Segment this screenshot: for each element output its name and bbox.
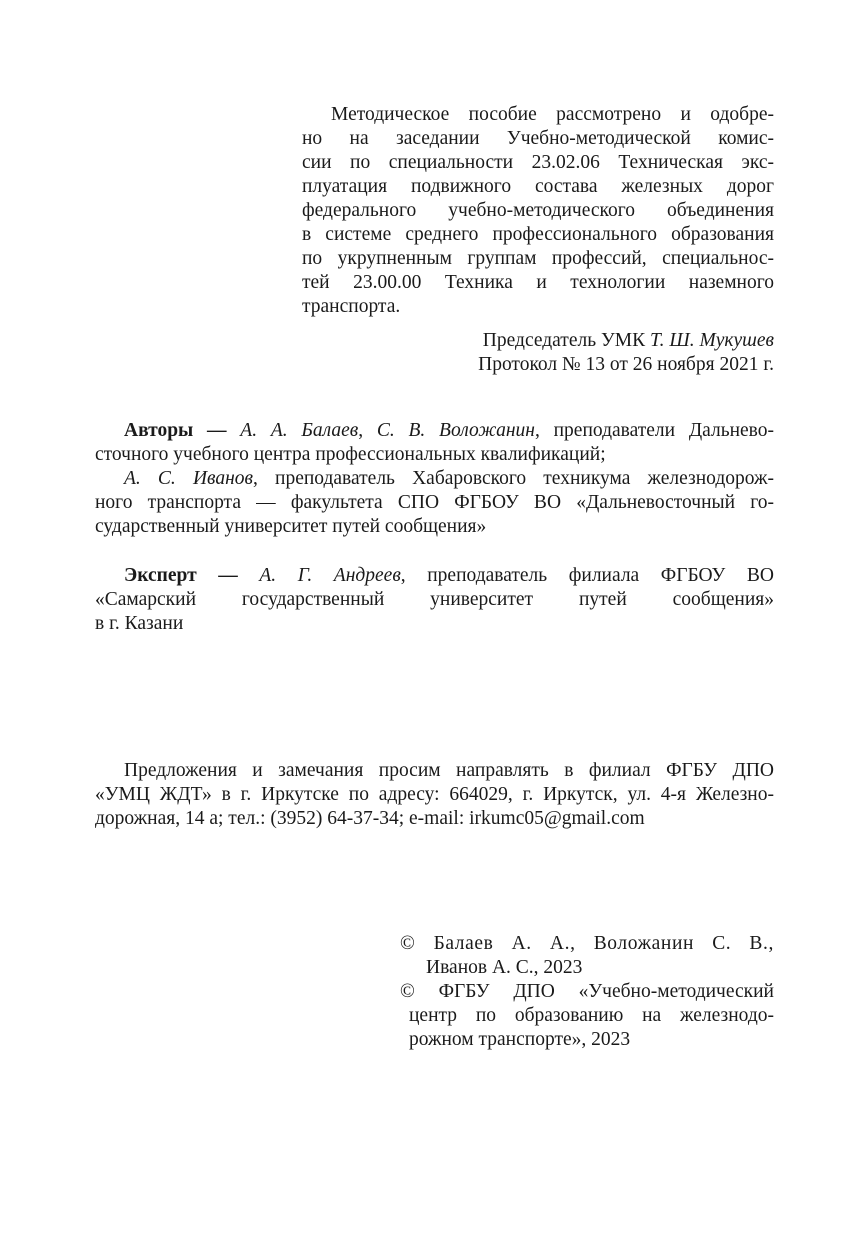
authors-line	[124, 419, 774, 443]
authors-line: ного транспорта — факультета СПО ФГБОУ ВО «Дальневосточный го-	[95, 492, 774, 513]
authors-paragraph	[95, 419, 774, 539]
approval-line: тей 23.00.00 Техника и технологии наземного	[302, 272, 774, 293]
approval-line: но на заседании Учебно-методической комис-	[302, 128, 774, 149]
expert-line: «Самарский государственный университет путей сообщения»	[95, 589, 774, 610]
copyright-line: Иванов А. С., 2023	[426, 957, 583, 978]
suggestions-line: «УМЦ ЖДТ» в г. Иркутске по адресу: 664029, г. Иркутск, ул. 4-я Железно-	[95, 784, 774, 805]
authors-line: сточного учебного центра профессиональных квалификаций;	[95, 444, 606, 465]
expert-line: в г. Казани	[95, 613, 184, 634]
approval-paragraph	[302, 103, 774, 319]
approval-line: плуатация подвижного состава железных дорог	[302, 176, 774, 197]
authors-label: Авторы —	[124, 420, 241, 441]
chairman-name: Т. Ш. Мукушев	[650, 330, 774, 351]
copyright-block	[400, 932, 774, 1052]
expert-paragraph	[95, 564, 774, 636]
authors-text: , преподаватель Хабаровского техникума железнодорож-	[253, 468, 774, 489]
approval-line: федерального учебно-методического объединения	[302, 200, 774, 221]
protocol-line: Протокол № 13 от 26 ноября 2021 г.	[478, 354, 774, 375]
suggestions-paragraph	[95, 759, 774, 831]
copyright-line: © ФГБУ ДПО «Учебно-методический	[400, 981, 774, 1002]
approval-line: в системе среднего профессионального образования	[302, 224, 774, 245]
expert-label: Эксперт —	[124, 565, 260, 586]
approval-line: транспорта.	[302, 296, 401, 317]
authors-text: , преподаватели Дальнево-	[534, 420, 774, 441]
expert-text: , преподаватель филиала ФГБОУ ВО	[400, 565, 774, 586]
chairman-signature	[302, 329, 774, 377]
expert-name: А. Г. Андреев	[259, 565, 401, 586]
copyright-line: © Балаев А. А., Воложанин С. В.,	[400, 933, 774, 954]
authors-line: сударственный университет путей сообщения»	[95, 516, 487, 537]
approval-line: Методическое пособие рассмотрено и одобре-	[331, 104, 774, 125]
suggestions-line: Предложения и замечания просим направлять в филиал ФГБУ ДПО	[124, 760, 774, 781]
author-name: А. С. Иванов	[124, 468, 253, 489]
authors-line	[124, 467, 774, 491]
author-name: А. А. Балаев	[240, 420, 359, 441]
suggestions-line: дорожная, 14 а; тел.: (3952) 64-37-34; e-mail: irkumc05@gmail.com	[95, 808, 645, 829]
chairman-line	[302, 329, 774, 353]
author-separator: ,	[358, 420, 377, 441]
author-name: С. В. Воложанин	[376, 420, 535, 441]
approval-line: сии по специальности 23.02.06 Техническая экс-	[302, 152, 774, 173]
approval-line: по укрупненным группам профессий, специальнос-	[302, 248, 774, 269]
chairman-title: Председатель УМК	[482, 330, 651, 351]
copyright-line: центр по образованию на железнодо-	[409, 1005, 774, 1026]
expert-line	[95, 564, 774, 588]
copyright-line: рожном транспорте», 2023	[409, 1029, 631, 1050]
